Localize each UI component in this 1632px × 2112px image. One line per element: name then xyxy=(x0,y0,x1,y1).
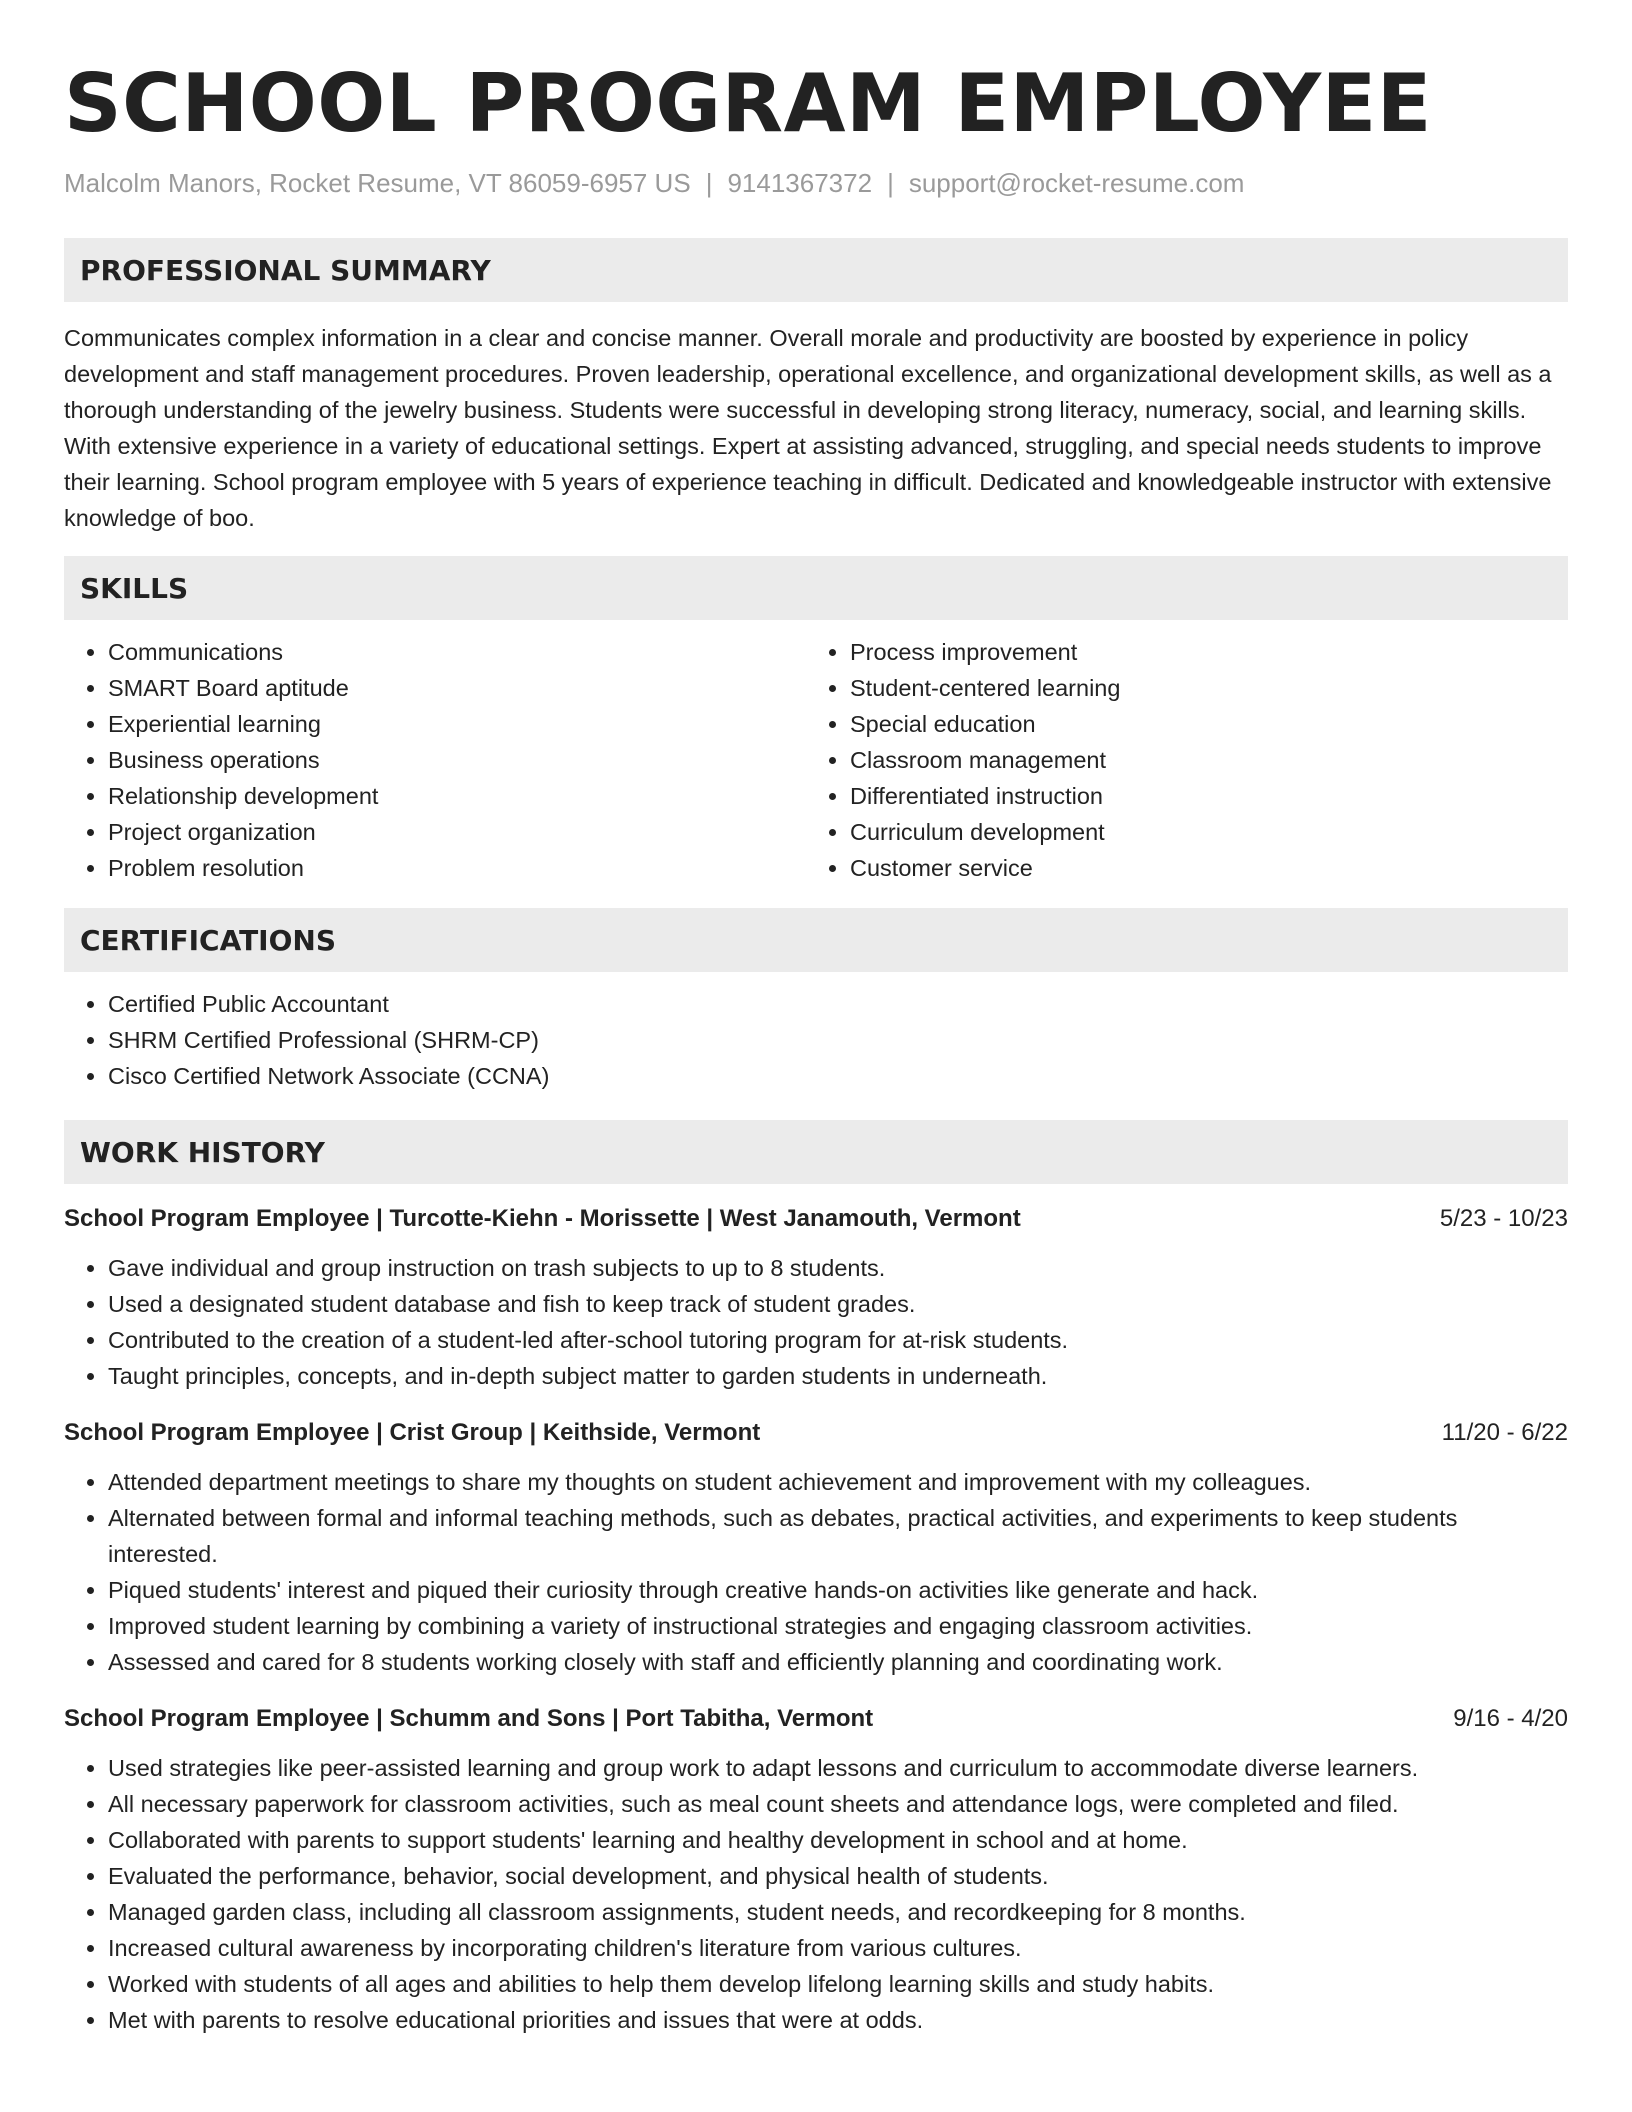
job-title: School Program Employee | Crist Group | Keithside, Vermont xyxy=(64,1419,761,1446)
resume-title: SCHOOL PROGRAM EMPLOYEE xyxy=(64,57,1432,150)
job-bullet: • Used strategies like peer-assisted learning and group work to adapt lessons and curriculum to accommodate diverse learners. xyxy=(108,1750,1568,1786)
job-bullets xyxy=(64,1250,1568,1394)
job-bullet: • Met with parents to resolve educational priorities and issues that were at odds. xyxy=(108,2002,1568,2038)
certification-item: • SHRM Certified Professional (SHRM-CP) xyxy=(108,1022,1568,1058)
job-bullets xyxy=(64,1750,1568,2038)
skill-item: • Process improvement xyxy=(850,634,1548,670)
job-dates: 9/16 - 4/20 xyxy=(1453,1705,1568,1732)
job-bullet: • Collaborated with parents to support students' learning and healthy development in school and at home. xyxy=(108,1822,1568,1858)
contact-phone: 9141367372 xyxy=(727,168,873,198)
contact-separator: | xyxy=(705,168,713,198)
job-bullets xyxy=(64,1464,1568,1680)
skill-item: • Project organization xyxy=(108,814,806,850)
job-entry xyxy=(64,1702,1568,2038)
job-header xyxy=(64,1202,1568,1236)
skill-item: • Student-centered learning xyxy=(850,670,1548,706)
skill-item: • Communications xyxy=(108,634,806,670)
skill-item: • SMART Board aptitude xyxy=(108,670,806,706)
work-history-heading: WORK HISTORY xyxy=(80,1135,325,1169)
job-bullet: • Improved student learning by combining a variety of instructional strategies and engaging classroom activities. xyxy=(108,1608,1568,1644)
summary-heading: PROFESSIONAL SUMMARY xyxy=(80,253,491,287)
skill-item: • Curriculum development xyxy=(850,814,1548,850)
job-bullet: • Evaluated the performance, behavior, social development, and physical health of students. xyxy=(108,1858,1568,1894)
summary-section-header xyxy=(64,238,1568,302)
skills-grid xyxy=(64,620,1568,886)
job-dates: 5/23 - 10/23 xyxy=(1439,1205,1568,1232)
certifications-section-header xyxy=(64,908,1568,972)
job-bullet: • Attended department meetings to share my thoughts on student achievement and improvement with my colleagues. xyxy=(108,1464,1568,1500)
summary-text: Communicates complex information in a clear and concise manner. Overall morale and productivity are boosted by experience in policy development and staff management procedures. Proven leadership, operational excellence, and organizational development skills, as well as a thorough understanding of the jewelry business. Students were successful in developing strong literacy, numeracy, social, and learning skills. With extensive experience in a variety of educational settings. Expert at assisting advanced, struggling, and special needs students to improve their learning. School program employee with 5 years of experience teaching in difficult. Dedicated and knowledgeable instructor with extensive knowledge of boo. xyxy=(64,325,1552,531)
resume-page xyxy=(64,56,1568,2038)
skills-list-right xyxy=(806,634,1548,886)
skill-item: • Problem resolution xyxy=(108,850,806,886)
certification-item: • Certified Public Accountant xyxy=(108,986,1568,1022)
job-bullet: • Alternated between formal and informal teaching methods, such as debates, practical activities, and experiments to keep students interested. xyxy=(108,1500,1568,1572)
job-bullet: • Piqued students' interest and piqued their curiosity through creative hands-on activities like generate and hack. xyxy=(108,1572,1568,1608)
skills-section-header xyxy=(64,556,1568,620)
job-header xyxy=(64,1702,1568,1736)
skill-item: • Differentiated instruction xyxy=(850,778,1548,814)
work-history-section-header xyxy=(64,1120,1568,1184)
skill-item: • Special education xyxy=(850,706,1548,742)
certification-item: • Cisco Certified Network Associate (CCNA) xyxy=(108,1058,1568,1094)
job-dates: 11/20 - 6/22 xyxy=(1441,1419,1568,1446)
job-bullet: • Used a designated student database and fish to keep track of student grades. xyxy=(108,1286,1568,1322)
certifications-list xyxy=(64,986,1568,1094)
contact-email: support@rocket-resume.com xyxy=(908,168,1245,198)
job-bullet: • All necessary paperwork for classroom activities, such as meal count sheets and attendance logs, were completed and filed. xyxy=(108,1786,1568,1822)
job-title: School Program Employee | Turcotte-Kiehn - Morissette | West Janamouth, Vermont xyxy=(64,1205,1021,1232)
job-bullet: • Gave individual and group instruction on trash subjects to up to 8 students. xyxy=(108,1250,1568,1286)
skill-item: • Customer service xyxy=(850,850,1548,886)
certifications-heading: CERTIFICATIONS xyxy=(80,923,337,957)
skill-item: • Classroom management xyxy=(850,742,1548,778)
skill-item: • Business operations xyxy=(108,742,806,778)
job-title: School Program Employee | Schumm and Sons | Port Tabitha, Vermont xyxy=(64,1705,874,1732)
job-bullet: • Contributed to the creation of a student-led after-school tutoring program for at-risk students. xyxy=(108,1322,1568,1358)
job-entry xyxy=(64,1202,1568,1394)
skills-heading: SKILLS xyxy=(80,571,189,605)
contact-separator: | xyxy=(887,168,894,198)
contact-address: Malcolm Manors, Rocket Resume, VT 86059-6957 US xyxy=(64,168,691,198)
job-bullet: • Increased cultural awareness by incorporating children's literature from various cultures. xyxy=(108,1930,1568,1966)
skills-list-left xyxy=(64,634,806,886)
skill-item: • Experiential learning xyxy=(108,706,806,742)
job-entry xyxy=(64,1416,1568,1680)
job-bullet: • Assessed and cared for 8 students working closely with staff and efficiently planning and coordinating work. xyxy=(108,1644,1568,1680)
job-bullet: • Worked with students of all ages and abilities to help them develop lifelong learning skills and study habits. xyxy=(108,1966,1568,2002)
job-bullet: • Managed garden class, including all classroom assignments, student needs, and recordkeeping for 8 months. xyxy=(108,1894,1568,1930)
job-bullet: • Taught principles, concepts, and in-depth subject matter to garden students in underneath. xyxy=(108,1358,1568,1394)
contact-line xyxy=(64,166,1568,200)
skill-item: • Relationship development xyxy=(108,778,806,814)
job-header xyxy=(64,1416,1568,1450)
